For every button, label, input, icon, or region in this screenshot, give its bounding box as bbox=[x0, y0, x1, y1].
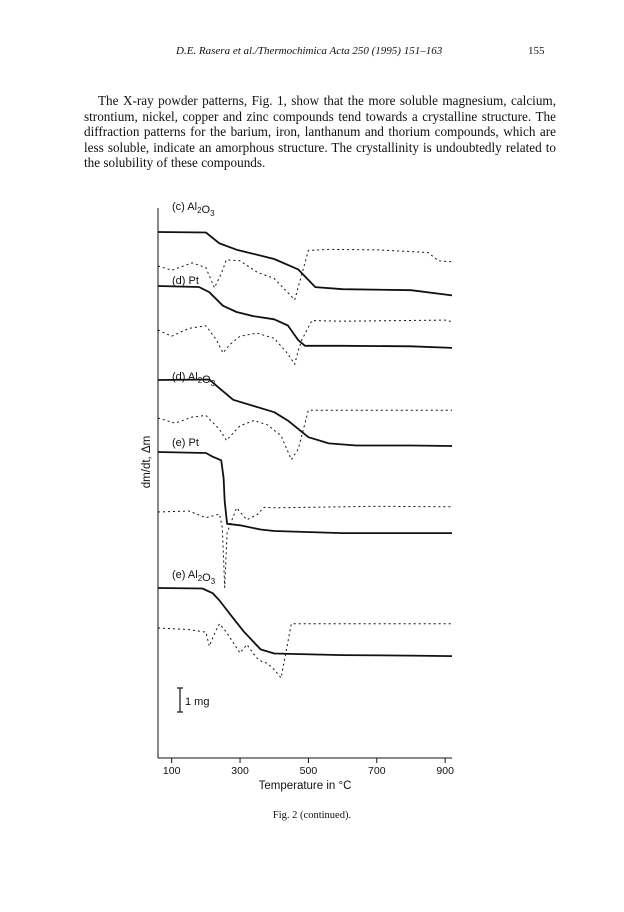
curve-label: (d) $Al_2O_3$ bbox=[172, 371, 216, 388]
scale-bar-label: 1 mg bbox=[185, 696, 210, 708]
figure-caption: Fig. 2 (continued). bbox=[272, 810, 352, 821]
page-number: 155 bbox=[528, 45, 545, 57]
body-paragraph: The X-ray powder patterns, Fig. 1, show that the more soluble magnesium, calcium, strontium, nickel, copper and zinc compounds tend towards a crystalline structure. The diffraction patterns for the barium, iron, lanthanum and thorium compounds, which are less soluble, indicate an amorphous structure. The crystallinity is undoubtedly related to the solubility of these compounds. bbox=[84, 93, 556, 171]
tg-curve-3 bbox=[158, 452, 452, 533]
curve-label: (e) $Al_2O_3$ bbox=[172, 569, 216, 586]
x-axis-label: Temperature in °C bbox=[258, 780, 352, 792]
tg-curve-1 bbox=[158, 286, 452, 348]
tg-curve-4 bbox=[158, 588, 452, 656]
x-tick-label: 100 bbox=[162, 765, 181, 777]
curve-label: (e) Pt bbox=[172, 437, 199, 449]
tg-curve-0 bbox=[158, 232, 452, 295]
dtg-curve-0 bbox=[158, 249, 452, 299]
scale-bar bbox=[177, 688, 209, 712]
dtg-curve-1 bbox=[158, 320, 452, 364]
curve-label: (d) Pt bbox=[172, 275, 199, 287]
running-head: D.E. Rasera et al./Thermochimica Acta 250 (1995) 151–163 bbox=[176, 45, 443, 57]
x-tick-label: 700 bbox=[368, 765, 386, 777]
x-axis bbox=[141, 436, 454, 792]
x-tick-label: 300 bbox=[231, 765, 249, 777]
x-tick-label: 900 bbox=[436, 765, 454, 777]
curve-label: (c) $Al_2O_3$ bbox=[172, 201, 215, 218]
tg-curve-2 bbox=[158, 380, 452, 447]
curve-labels bbox=[172, 201, 216, 586]
curves bbox=[158, 232, 452, 678]
dtg-curve-4 bbox=[158, 624, 452, 678]
y-axis-label: dm/dt, Δm bbox=[141, 435, 153, 489]
x-tick-label: 500 bbox=[299, 765, 318, 777]
